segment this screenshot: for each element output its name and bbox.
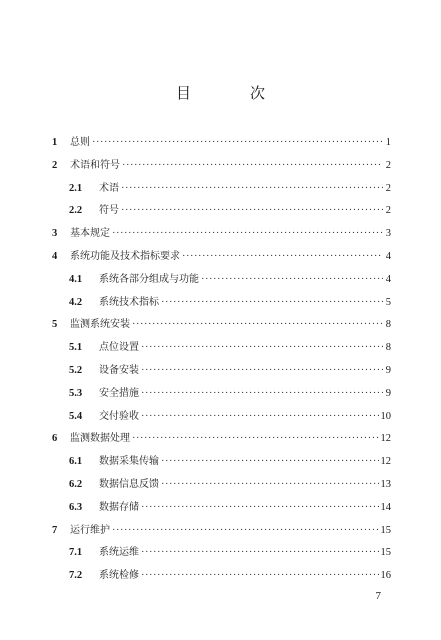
page-ref: 10 [380,410,391,422]
page-ref: 16 [380,570,391,582]
section-title: 数据采集传输 [99,456,159,468]
page-ref: 2 [385,182,391,194]
section-title: 系统功能及技术指标要求 [70,251,180,262]
section-number: 7.2 [69,570,83,582]
toc-entry[interactable] [52,203,391,219]
dot-leader [122,158,383,174]
dot-leader [121,203,383,219]
page-title: 目 次 [175,84,287,102]
toc-entry[interactable] [52,409,391,425]
page-ref: 4 [385,251,391,262]
page-ref: 2 [385,205,391,217]
dot-leader [201,272,383,288]
page-ref: 8 [385,342,391,354]
dot-leader [182,249,383,265]
dot-leader [141,500,379,516]
dot-leader [121,181,383,197]
dot-leader [141,568,379,584]
dot-leader [161,477,379,493]
section-number: 4 [52,251,58,262]
toc-entry[interactable] [52,249,391,265]
section-number: 5.3 [69,387,83,399]
page-ref: 12 [380,433,391,445]
dot-leader [92,135,383,151]
section-title: 点位设置 [99,342,139,354]
dot-leader [132,431,379,447]
toc-entry[interactable] [52,363,391,379]
section-number: 3 [52,228,58,240]
section-number: 2 [52,159,58,171]
toc-entry[interactable] [52,500,391,516]
page-ref: 14 [380,501,391,513]
page-ref: 4 [385,273,391,285]
page-ref: 9 [385,365,391,376]
section-title: 设备安装 [99,365,139,376]
section-number: 6.1 [69,456,83,468]
section-number: 2.2 [69,205,83,217]
dot-leader [132,317,383,333]
section-number: 4.2 [69,296,83,308]
section-number: 5.1 [69,342,83,354]
section-title: 系统运维 [99,547,139,559]
section-title: 基本规定 [70,228,110,240]
section-number: 1 [52,137,58,148]
dot-leader [161,295,383,311]
section-number: 7 [52,524,58,536]
section-title: 术语和符号 [70,159,120,171]
dot-leader [161,454,379,470]
toc-entry[interactable] [52,135,391,151]
toc-entry[interactable] [52,386,391,402]
page-ref: 15 [380,547,391,559]
toc-entry[interactable] [52,272,391,288]
dot-leader [112,523,379,539]
section-title: 交付验收 [99,410,139,422]
section-title: 数据存储 [99,501,139,513]
page-ref: 1 [385,137,391,148]
page-ref: 2 [385,159,391,171]
section-title: 总则 [70,137,90,148]
toc-entry[interactable] [52,340,391,356]
page-ref: 8 [385,319,391,331]
toc-entry[interactable] [52,317,391,333]
section-title: 运行维护 [70,524,110,536]
page-ref: 12 [380,456,391,468]
dot-leader [141,340,383,356]
section-number: 4.1 [69,273,83,285]
section-number: 6.3 [69,501,83,513]
section-title: 监测数据处理 [70,433,130,445]
section-number: 6 [52,433,58,445]
dot-leader [112,226,383,242]
dot-leader [141,386,383,402]
section-number: 2.1 [69,182,83,194]
section-number: 7.1 [69,547,83,559]
section-title: 安全措施 [99,387,139,399]
section-title: 系统各部分组成与功能 [99,273,199,285]
section-title: 系统检修 [99,570,139,582]
toc-entry[interactable] [52,226,391,242]
toc-entry[interactable] [52,295,391,311]
toc-entry[interactable] [52,158,391,174]
section-number: 6.2 [69,479,83,490]
page-ref: 3 [385,228,391,240]
page-ref: 13 [380,479,391,490]
toc-entry[interactable] [52,477,391,493]
section-title: 系统技术指标 [99,296,159,308]
toc-entry[interactable] [52,181,391,197]
toc-entry[interactable] [52,454,391,470]
toc-entry[interactable] [52,568,391,584]
toc-entry[interactable] [52,523,391,539]
page-number: 7 [375,590,381,602]
section-title: 术语 [99,182,119,194]
dot-leader [141,545,379,561]
page-ref: 5 [385,296,391,308]
dot-leader [141,409,379,425]
section-number: 5.2 [69,365,83,376]
toc-entry[interactable] [52,431,391,447]
page-ref: 9 [385,387,391,399]
section-title: 监测系统安装 [70,319,130,331]
toc-entry[interactable] [52,545,391,561]
dot-leader [141,363,383,379]
section-number: 5.4 [69,410,83,422]
page-ref: 15 [380,524,391,536]
section-title: 符号 [99,205,119,217]
section-title: 数据信息反馈 [99,479,159,490]
section-number: 5 [52,319,58,331]
